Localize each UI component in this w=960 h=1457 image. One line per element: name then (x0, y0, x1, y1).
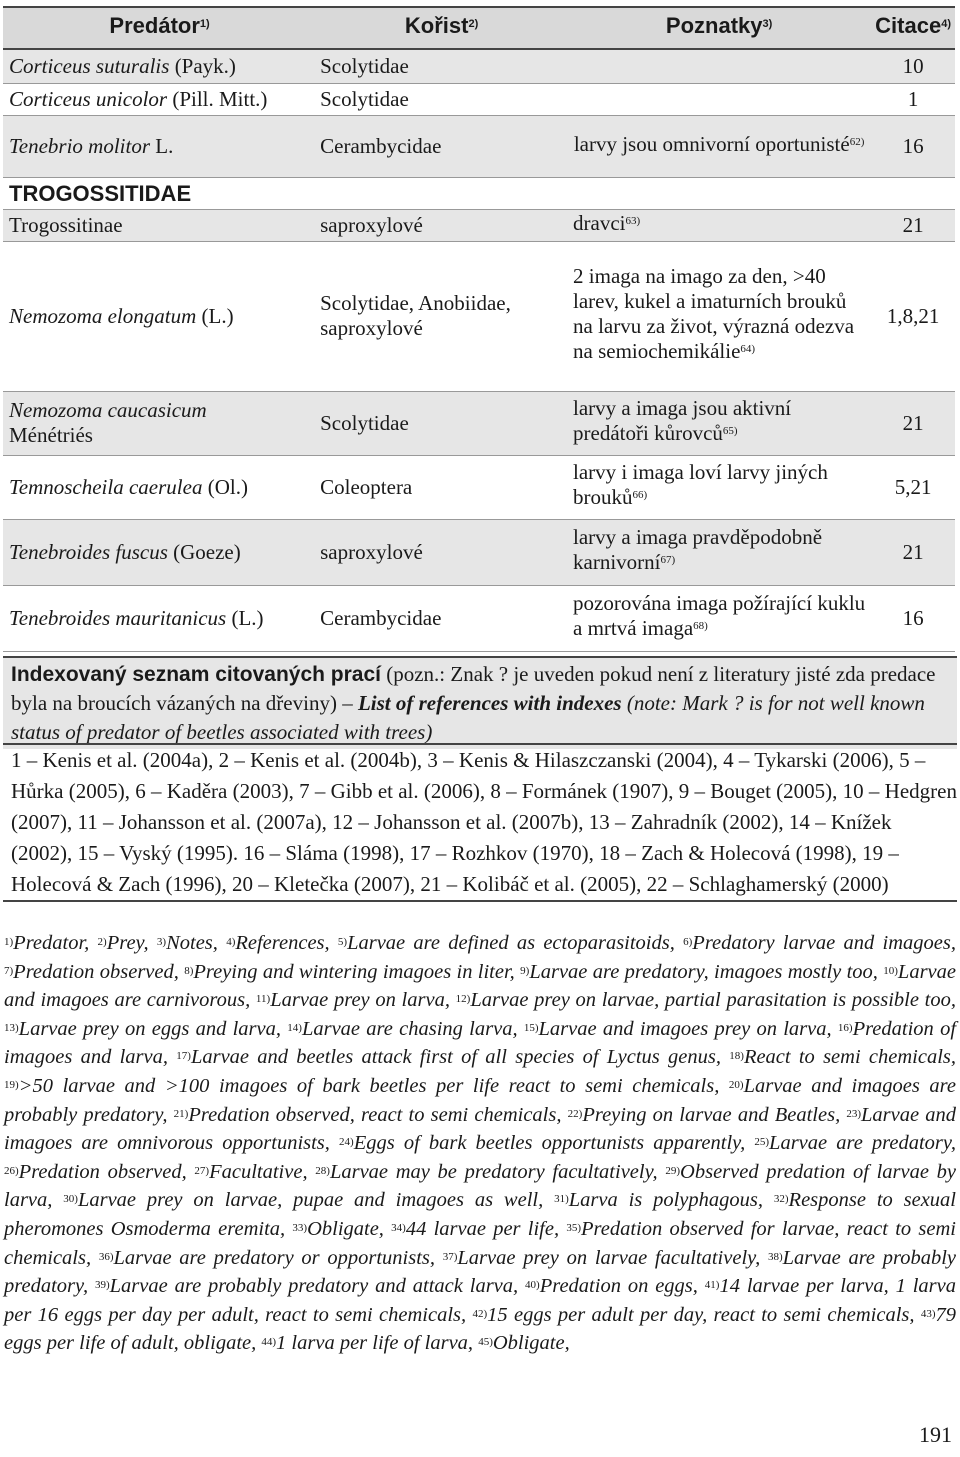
footnotes (4, 929, 956, 1358)
footnote-text: Larvae are predatory, (769, 1132, 956, 1155)
footnote-text: Predation on eggs, (539, 1275, 705, 1298)
header-prey: Kořist$^{2)}$ (314, 7, 567, 49)
footnote-marker: 27) (194, 1164, 210, 1177)
footnote-text: Larvae prey on larvae facultatively, (457, 1246, 768, 1269)
footnote-text: Larvae and imagoes are carnivorous, (4, 960, 956, 1012)
predator-table (3, 6, 955, 652)
footnote-text: Larvae prey on larvae, pupae and imagoes as well, (77, 1189, 555, 1212)
footnote-text: References, (235, 932, 338, 954)
footnote-marker: 4) (226, 936, 236, 948)
footnote-marker: 41) (704, 1279, 720, 1292)
footnote-text: Predation observed, react to semi chemicals, (188, 1103, 568, 1126)
footnote-marker: 39) (94, 1279, 110, 1292)
footnote-text: Larvae are probably predatory, (4, 1246, 956, 1298)
table-row: Temnoscheila caerulea (Ol.) Coleoptera larvy i imaga loví larvy jiných brouků$^{66)}$ 5,21 (3, 455, 955, 519)
footnote-marker: 14) (287, 1021, 302, 1034)
footnote-marker: 16) (837, 1021, 853, 1034)
footnote-text: Response to sexual pheromones Osmoderma eremita, (4, 1189, 956, 1240)
footnote-marker: 12) (455, 993, 471, 1006)
footnote-marker: 37) (442, 1250, 458, 1263)
footnote-marker: 44) (261, 1336, 277, 1349)
footnote-marker: 22) (567, 1107, 583, 1120)
table-row: Corticeus suturalis (Payk.) Scolytidae 10 (3, 49, 955, 83)
footnote-marker: 31) (554, 1193, 569, 1206)
footnote-marker: 5) (337, 936, 348, 948)
footnote-text: Observed predation of larvae by larva, (4, 1160, 956, 1212)
section-row: TROGOSSITIDAE (3, 177, 955, 209)
footnote-marker: 17) (176, 1050, 191, 1063)
page-number: 191 (919, 1422, 952, 1447)
footnote-marker: 1) (4, 936, 14, 948)
footnote-text: Larvae and beetles attack first of all species of Lyctus genus, (190, 1046, 730, 1069)
footnote-text: Larvae prey on larva, (270, 989, 456, 1012)
footnote-text: Eggs of bark beetles opportunists apparently, (353, 1132, 755, 1155)
footnote-marker: 28) (315, 1164, 330, 1177)
table-row: Trogossitinae saproxylové dravci$^{63)}$ 21 (3, 209, 955, 241)
footnote-marker: 36) (98, 1250, 114, 1263)
reference-index-heading: Indexovaný seznam citovaných prací (pozn.: Znak ? je uveden pokud není z literatury jisté zda predace byla na broucích vázaných na dřeviny) – List of references with indexes (note: Mark ? is for not well known status of predator of beetles associated with trees) (3, 656, 957, 749)
footnote-marker: 32) (773, 1193, 789, 1206)
footnote-marker: 7) (4, 964, 14, 977)
footnote-text: Larvae are probably predatory and attack larva, (109, 1275, 526, 1298)
footnote-text: Predation of imagoes and larva, (4, 1017, 957, 1069)
footnote-marker: 38) (767, 1250, 783, 1263)
footnote-text: Larvae and imagoes are probably predatory, (4, 1074, 956, 1126)
table-row: Nemozoma caucasicum Ménétriés Scolytidae larvy a imaga jsou aktivní predátoři kůrovců$^{65)}$ 21 (3, 391, 955, 455)
footnote-marker: 26) (4, 1164, 19, 1177)
footnote-text: Larvae are chasing larva, (301, 1017, 524, 1040)
footnote-marker: 21) (173, 1107, 189, 1120)
footnote-text: Predation observed for larvae, react to semi chemicals, (4, 1217, 956, 1269)
footnote-text: Larvae prey on eggs and larva, (18, 1017, 288, 1040)
footnote-text: Predation observed, (18, 1160, 195, 1183)
footnote-marker: 13) (4, 1021, 19, 1034)
footnote-marker: 19) (4, 1078, 19, 1091)
footnote-marker: 2) (97, 936, 107, 948)
footnote-text: Larvae are defined as ectoparasitoids, (347, 932, 684, 954)
footnote-text: Predation observed, (13, 960, 185, 983)
footnote-marker: 6) (683, 936, 693, 948)
footnote-marker: 35) (566, 1221, 581, 1234)
footnote-marker: 18) (729, 1050, 744, 1063)
footnote-text: Larvae are predatory or opportunists, (113, 1246, 443, 1269)
footnote-marker: 45) (478, 1336, 493, 1349)
header-predator: Predátor$^{1)}$ (3, 7, 314, 49)
footnote-text: Larvae and imagoes are omnivorous opportunists, (4, 1103, 957, 1155)
header-citation: Citace$^{4)}$ (869, 7, 955, 49)
footnote-marker: 29) (665, 1164, 681, 1177)
footnote-text: Larvae are predatory, imagoes mostly too, (529, 960, 884, 983)
footnote-marker: 15) (523, 1021, 539, 1034)
footnote-marker: 23) (846, 1107, 862, 1120)
footnote-text: Obligate, (492, 1332, 570, 1355)
footnote-text: React to semi chemicals, (743, 1046, 956, 1069)
footnote-text: 15 eggs per adult per day, react to semi chemicals, (487, 1303, 921, 1326)
footnote-text: Obligate, (307, 1217, 392, 1240)
table-header (3, 7, 955, 49)
footnote-text: 14 larvae per larva, 1 larva per 16 eggs per day per adult, react to semi chemicals, (4, 1275, 956, 1326)
table-row: Corticeus unicolor (Pill. Mitt.) Scolytidae 1 (3, 83, 955, 115)
footnote-marker: 34) (391, 1221, 406, 1234)
table-row: Nemozoma elongatum (L.) Scolytidae, Anobiidae, saproxylové 2 imaga na imago za den, >40 larev, kukel a imaturních brouků na larvu za život, výrazná odezva na semiochemikálie$^{64)}$ 1,8,21 (3, 241, 955, 391)
footnote-marker: 33) (292, 1221, 308, 1234)
footnote-marker: 42) (472, 1307, 488, 1320)
table-row: Tenebroides fuscus (Goeze) saproxylové larvy a imaga pravděpodobně karnivorní$^{67)}$ 21 (3, 519, 955, 585)
footnote-text: 79 eggs per life of adult, obligate, (4, 1303, 956, 1355)
footnote-marker: 30) (63, 1193, 78, 1206)
reference-list: 1 – Kenis et al. (2004a), 2 – Kenis et al. (2004b), 3 – Kenis & Hilaszczanski (2004), 4 – Tykarski (2006), 5 – Hůrka (2005), 6 – Kaděra (2003), 7 – Gibb et al. (2006), 8 – Formánek (1907), 9 – Bouget (2005), 10 – Hedgren (2007), 11 – Johansson et al. (2007a), 12 – Johansson et al. (2007b), 13 – Zahradník (2002), 14 – Knížek (2002), 15 – Vyský (1995). 16 – Sláma (1998), 17 – Rozhkov (1970), 18 – Zach & Holecová (1998), 19 – Holecová & Zach (1996), 20 – Kletečka (2007), 21 – Kolibáč et al. (2005), 22 – Schlaghamerský (2000) (3, 743, 957, 902)
footnote-text: Prey, (106, 932, 157, 954)
footnote-text: Facultative, (209, 1160, 316, 1183)
footnote-text: Preying on larvae and Beatles, (582, 1103, 847, 1126)
footnote-text: Larvae and imagoes prey on larva, (538, 1017, 838, 1040)
footnote-text: Predator, (13, 932, 98, 954)
footnote-marker: 40) (525, 1279, 540, 1292)
table-row: Tenebrio molitor L. Cerambycidae larvy jsou omnivorní oportunisté$^{62)}$ 16 (3, 115, 955, 177)
footnote-text: Notes, (166, 932, 227, 954)
footnote-marker: 8) (184, 964, 194, 977)
header-notes: Poznatky$^{3)}$ (567, 7, 869, 49)
footnote-marker: 9) (520, 964, 530, 977)
footnote-text: Predatory larvae and imagoes, (692, 932, 957, 954)
footnote-marker: 20) (728, 1078, 744, 1091)
footnote-marker: 10) (883, 964, 898, 977)
footnote-marker: 43) (920, 1307, 936, 1320)
footnote-marker: 3) (156, 936, 167, 948)
footnote-marker: 11) (255, 993, 271, 1006)
footnote-text: 44 larvae per life, (405, 1217, 567, 1240)
footnote-marker: 25) (754, 1136, 770, 1149)
footnote-text: Larvae prey on larvae, partial parasitation is possible too, (470, 989, 956, 1012)
table-row: Tenebroides mauritanicus (L.) Cerambycidae pozorována imaga požírající kuklu a mrtvá imaga$^{68)}$ 16 (3, 585, 955, 651)
footnote-marker: 24) (339, 1136, 354, 1149)
footnote-text: 1 larva per life of larva, (276, 1332, 479, 1355)
footnote-text: Preying and wintering imagoes in liter, (193, 960, 521, 983)
footnote-text: Larvae may be predatory facultatively, (329, 1160, 666, 1183)
footnote-text: >50 larvae and >100 imagoes of bark beetles per life react to semi chemicals, (18, 1074, 729, 1097)
footnote-text: Larva is polyphagous, (568, 1189, 774, 1212)
